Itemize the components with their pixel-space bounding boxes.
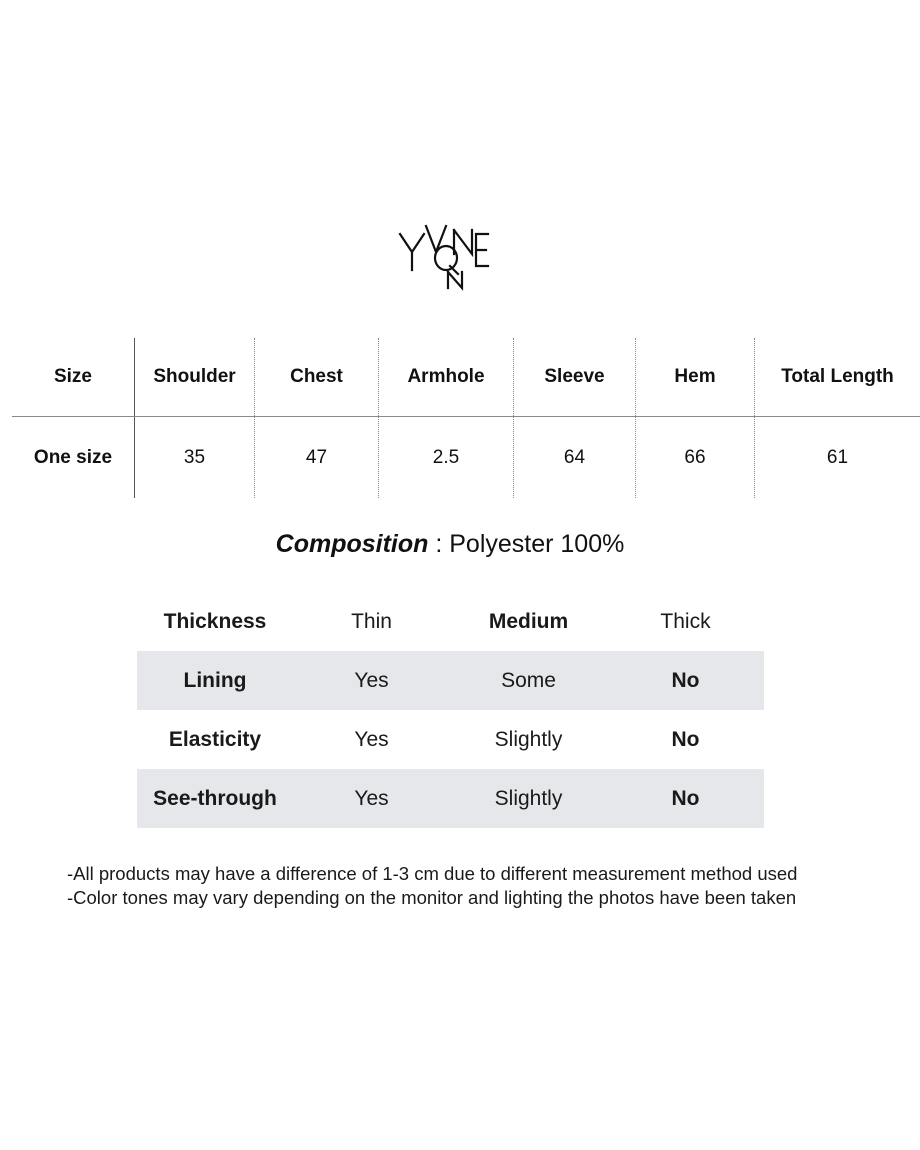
row-label: Lining (137, 651, 293, 710)
option-cell-selected: Medium (488, 609, 569, 633)
option-cell: Slightly (494, 727, 563, 751)
option-cell-selected: No (607, 769, 764, 828)
total-length-cell: 61 (826, 446, 849, 468)
chest-cell: 47 (255, 417, 379, 499)
fabric-row-lining (137, 651, 764, 710)
header-sleeve: Sleeve (514, 338, 636, 417)
hem-cell: 66 (636, 417, 755, 499)
header-shoulder: Shoulder (135, 338, 255, 417)
row-label: Elasticity (168, 727, 262, 751)
fabric-row-thickness (137, 592, 764, 651)
composition-value: Polyester 100% (449, 530, 625, 558)
size-cell: One size (12, 417, 135, 499)
option-cell-selected: No (671, 727, 700, 751)
fabric-properties-table (137, 592, 764, 828)
brand-logo (394, 222, 508, 292)
fabric-row-elasticity (137, 710, 764, 769)
disclaimer-notes (67, 862, 907, 910)
option-cell-selected: No (607, 651, 764, 710)
option-cell: Yes (354, 727, 389, 751)
sleeve-cell: 64 (514, 417, 636, 499)
header-total-length: Total Length (755, 338, 920, 417)
composition-line (0, 530, 900, 559)
fabric-row-see-through (137, 769, 764, 828)
option-cell: Thick (660, 609, 711, 633)
table-row (12, 417, 920, 499)
note-line: -All products may have a difference of 1-3 cm due to different measurement method used (67, 863, 798, 884)
row-label: Thickness (163, 609, 267, 633)
option-cell: Slightly (450, 769, 607, 828)
brand-logo-mark (394, 222, 508, 292)
option-cell: Some (450, 651, 607, 710)
header-size: Size (12, 338, 135, 417)
option-cell: Yes (293, 769, 450, 828)
header-hem: Hem (636, 338, 755, 417)
option-cell: Yes (293, 651, 450, 710)
header-chest: Chest (255, 338, 379, 417)
size-table (12, 338, 920, 498)
note-line: -Color tones may vary depending on the monitor and lighting the photos have been taken (67, 887, 797, 908)
armhole-cell: 2.5 (379, 417, 514, 499)
composition-label: Composition (275, 530, 429, 558)
composition-separator: : (428, 530, 450, 558)
shoulder-cell: 35 (135, 417, 255, 499)
size-table-header-row (12, 338, 920, 417)
option-cell: Thin (351, 609, 392, 633)
row-label: See-through (137, 769, 293, 828)
header-armhole: Armhole (379, 338, 514, 417)
